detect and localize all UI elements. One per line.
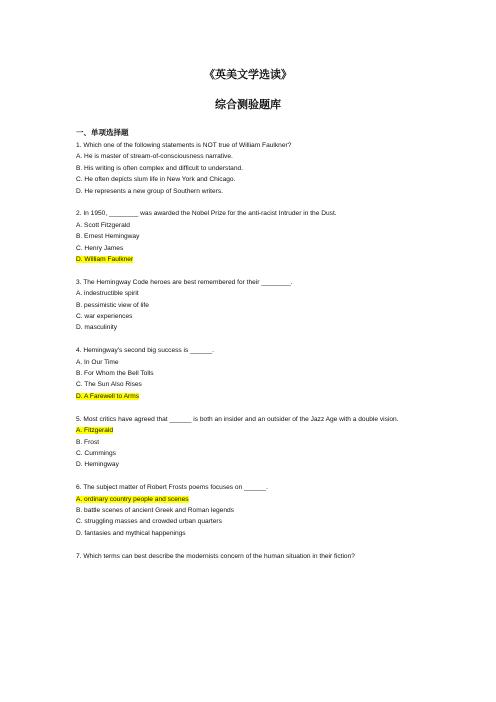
answer-option xyxy=(76,505,422,516)
question-text: 4. Hemingway's second big success is ______. xyxy=(76,347,214,355)
option-text: C. Cummings xyxy=(76,449,116,457)
option-text: A. He is master of stream-of-consciousness narrative. xyxy=(76,153,233,161)
question-block xyxy=(76,208,422,265)
question-text: 2. In 1950, ________ was awarded the Nobel Prize for the anti-racist Intruder in the Dust. xyxy=(76,210,337,218)
question-text: 1. Which one of the following statements is NOT true of William Faulkner? xyxy=(76,142,292,149)
option-text: C. The Sun Also Rises xyxy=(76,381,142,389)
answer-option xyxy=(76,288,422,299)
option-text: D. He represents a new group of Southern writers. xyxy=(76,187,223,195)
question-text: 3. The Hemingway Code heroes are best remembered for their ________. xyxy=(76,278,293,286)
option-text: B. pessimistic view of life xyxy=(76,301,149,309)
option-text: B. Ernest Hemingway xyxy=(76,233,140,241)
question-block xyxy=(76,551,422,562)
answer-option xyxy=(76,174,422,185)
question-block xyxy=(76,482,422,539)
answer-option xyxy=(76,379,422,390)
answer-option xyxy=(76,516,422,527)
option-text: C. Henry James xyxy=(76,244,124,252)
answer-option xyxy=(76,243,422,254)
answer-option xyxy=(76,322,422,333)
answer-option xyxy=(76,459,422,470)
document-subtitle: 综合测验题库 xyxy=(215,99,281,111)
option-text: A. indestructible spirit xyxy=(76,290,139,298)
question-block xyxy=(76,277,422,334)
option-text: B. His writing is often complex and difficult to understand. xyxy=(76,164,244,172)
question-text: 5. Most critics have agreed that ______ is both an insider and an outsider of the Jazz Age with a double vision. xyxy=(76,415,399,423)
option-text: C. war experiences xyxy=(76,313,133,321)
answer-option xyxy=(76,254,422,265)
answer-option xyxy=(76,163,422,174)
option-text: C. He often depicts slum life in New York and Chicago. xyxy=(76,176,236,184)
option-text: A. Scott Fitzgerald xyxy=(76,221,130,229)
answer-option xyxy=(76,151,422,162)
answer-option xyxy=(76,231,422,242)
option-text: B. For Whom the Bell Tolls xyxy=(76,370,154,378)
answer-option xyxy=(76,311,422,322)
question-block xyxy=(76,140,422,197)
question-block xyxy=(76,414,422,471)
highlighted-answer: D. A Farewell to Arms xyxy=(76,392,140,400)
question-text: 6. The subject matter of Robert Frosts poems focuses on ______. xyxy=(76,484,268,492)
highlighted-answer: D. William Faulkner xyxy=(76,256,134,264)
option-text: D. Hemingway xyxy=(76,461,119,469)
answer-option xyxy=(76,425,422,436)
option-text: D. masculinity xyxy=(76,324,118,332)
answer-option xyxy=(76,220,422,231)
answer-option xyxy=(76,186,422,197)
question-text: 7. Which terms can best describe the modernists concern of the human situation in their fiction? xyxy=(76,552,355,560)
answer-option xyxy=(76,494,422,505)
option-text: B. Frost xyxy=(76,438,100,446)
highlighted-answer: A. Fitzgerald xyxy=(76,427,114,435)
question-list xyxy=(76,140,422,573)
option-text: C. struggling masses and crowded urban quarters xyxy=(76,518,222,526)
document-title: 《英美文学选读》 xyxy=(204,69,292,81)
option-text: A. In Our Time xyxy=(76,358,119,366)
section-heading: 一、单项选择题 xyxy=(76,128,129,137)
question-block xyxy=(76,345,422,402)
option-text: D. fantasies and mythical happenings xyxy=(76,529,186,537)
answer-option xyxy=(76,437,422,448)
answer-option xyxy=(76,528,422,539)
highlighted-answer: A. ordinary country people and scenes xyxy=(76,495,189,503)
option-text: B. battle scenes of ancient Greek and Roman legends xyxy=(76,506,234,514)
answer-option xyxy=(76,448,422,459)
answer-option xyxy=(76,368,422,379)
answer-option xyxy=(76,300,422,311)
answer-option xyxy=(76,357,422,368)
answer-option xyxy=(76,391,422,402)
